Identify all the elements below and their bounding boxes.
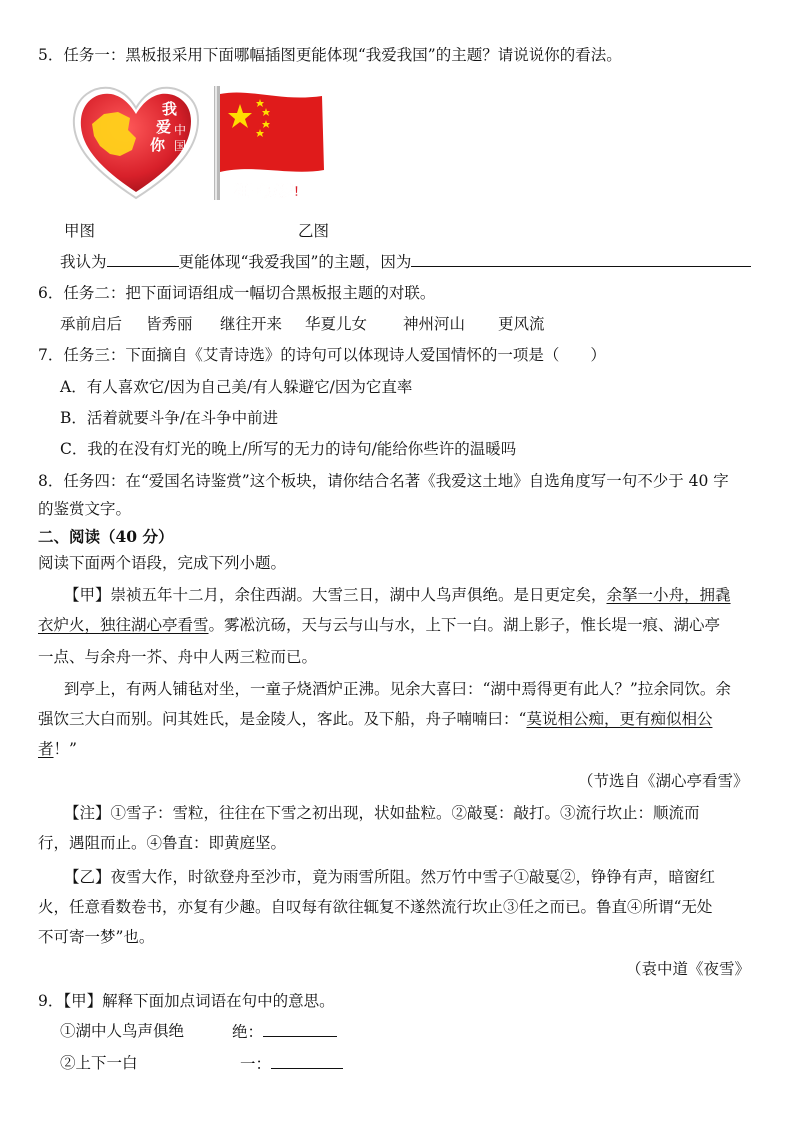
jia-source: （节选自《湖心亭看雪》	[578, 772, 749, 790]
jia-text: 【甲】崇祯五年十二月，余住西湖。大雪三日，湖中人鸟声俱绝。是日更定矣，	[64, 586, 607, 604]
q9-item-1-word: 绝：	[232, 1023, 264, 1041]
heart-china-image	[70, 84, 202, 202]
q9-prompt: 9．【甲】解释下面加点词语在句中的意思。	[38, 992, 335, 1010]
word-3: 继往开来	[220, 315, 283, 333]
answer-blank-1[interactable]	[107, 250, 179, 267]
q7-option-a: A．有人喜欢它/因为自己美/有人躲避它/因为它直率	[60, 378, 413, 396]
yi-line-2: 火，任意看数卷书，亦复有少趣。自叹每有欲往辄复不遂然流行坎止③任之而已。鲁直④所谓“无处	[38, 898, 713, 916]
jia-line-3: 一点、与余舟一芥、舟中人两三粒而已。	[38, 648, 318, 666]
yi-source: （袁中道《夜雪》	[626, 960, 751, 978]
q9-item-1-answer	[232, 1020, 337, 1043]
q9-item-1-text: ①湖中人鸟声俱绝	[60, 1022, 185, 1040]
answer-prefix: 我认为	[60, 253, 107, 271]
jia-p2-line-3	[38, 738, 77, 760]
jia-underlined-4: 者	[38, 740, 54, 758]
section-instruction: 阅读下面两个语段，完成下列小题。	[38, 554, 287, 572]
q6-prompt: 6．任务二：把下面词语组成一幅切合黑板报主题的对联。	[38, 284, 436, 302]
heart-icon	[70, 84, 202, 202]
label-yi: 乙图	[298, 222, 330, 240]
notes-line-1: 【注】①雪子：雪粒，往往在下雪之初出现，状如盐粒。②敲戛：敲打。③流行坎止：顺流而	[64, 804, 700, 822]
q8-line-2: 的鉴赏文字。	[38, 500, 132, 518]
jia-underlined-3: 莫说相公痴，更有痴似相公	[526, 710, 713, 728]
q7-option-c: C．我的在没有灯光的晚上/所写的无力的诗句/能给你些许的温暖吗	[60, 440, 517, 458]
label-jia: 甲图	[64, 222, 96, 240]
heart-char-5: 国	[174, 139, 187, 153]
heart-char-4: 中	[174, 123, 187, 137]
q9-blank-2[interactable]	[271, 1052, 343, 1069]
heart-char-1: 我	[162, 101, 178, 118]
q7-prompt: 7．任务三：下面摘自《艾青诗选》的诗句可以体现诗人爱国情怀的一项是（ ）	[38, 346, 606, 364]
jia-underlined-1: 余拏一小舟，拥毳	[606, 586, 731, 604]
word-5: 神州河山	[403, 315, 466, 333]
answer-blank-2[interactable]	[411, 250, 751, 267]
notes-line-2: 行，遇阻而止。④鲁直：即黄庭坚。	[38, 834, 287, 852]
q5-answer-line	[60, 250, 751, 273]
jia-text: 。雾凇沆砀，天与云与山与水，上下一白。湖上影子，惟长堤一痕、湖心亭	[208, 616, 721, 634]
yi-line-1: 【乙】夜雪大作，时欲登舟至沙市，竟为雨雪所阻。然万竹中雪子①敲戛②，铮铮有声，暗窗红	[64, 868, 716, 886]
q9-item-1	[60, 1020, 184, 1042]
word-2: 皆秀丽	[146, 315, 193, 333]
jia-p2-line-1: 到亭上，有两人铺毡对坐，一童子烧酒炉正沸。见余大喜曰：“湖中焉得更有此人？”拉余同饮。余	[64, 680, 731, 698]
flag-icon	[210, 84, 330, 202]
word-1: 承前启后	[60, 315, 123, 333]
jia-line-2	[38, 614, 720, 636]
heart-char-2: 爱	[156, 119, 172, 136]
flag-banner-text: 祖国万岁!	[234, 183, 299, 200]
q9-blank-1[interactable]	[263, 1020, 337, 1037]
jia-underlined-2: 衣炉火，独往湖心亭看雪	[38, 616, 209, 634]
word-6: 更风流	[498, 315, 545, 333]
flag-image	[210, 84, 330, 202]
q5-prompt: 5．任务一：黑板报采用下面哪幅插图更能体现“我爱我国”的主题？请说说你的看法。	[38, 46, 622, 64]
q9-item-2-answer	[240, 1052, 343, 1075]
jia-text: 强饮三大白而别。问其姓氏，是金陵人，客此。及下船，舟子喃喃曰：“	[38, 710, 527, 728]
q8-line-1: 8．任务四：在“爱国名诗鉴赏”这个板块，请你结合名著《我爱这土地》自选角度写一句不少于 40 字	[38, 472, 729, 490]
q9-item-2-word: 一：	[240, 1055, 272, 1073]
yi-line-3: 不可寄一梦”也。	[38, 928, 155, 946]
word-4: 华夏儿女	[305, 315, 368, 333]
jia-p2-line-2	[38, 708, 712, 730]
flag-cloth	[220, 92, 324, 172]
q9-item-2	[60, 1052, 138, 1074]
q9-item-2-text: ②上下一白	[60, 1054, 138, 1072]
jia-text: ！”	[53, 740, 77, 758]
answer-mid: 更能体现“我爱我国”的主题，因为	[178, 253, 412, 271]
jia-line-1	[64, 584, 731, 606]
section-heading: 二、阅读（40 分）	[38, 527, 174, 546]
q7-option-b: B．活着就要斗争/在斗争中前进	[60, 409, 279, 427]
heart-char-3: 你	[150, 137, 166, 154]
